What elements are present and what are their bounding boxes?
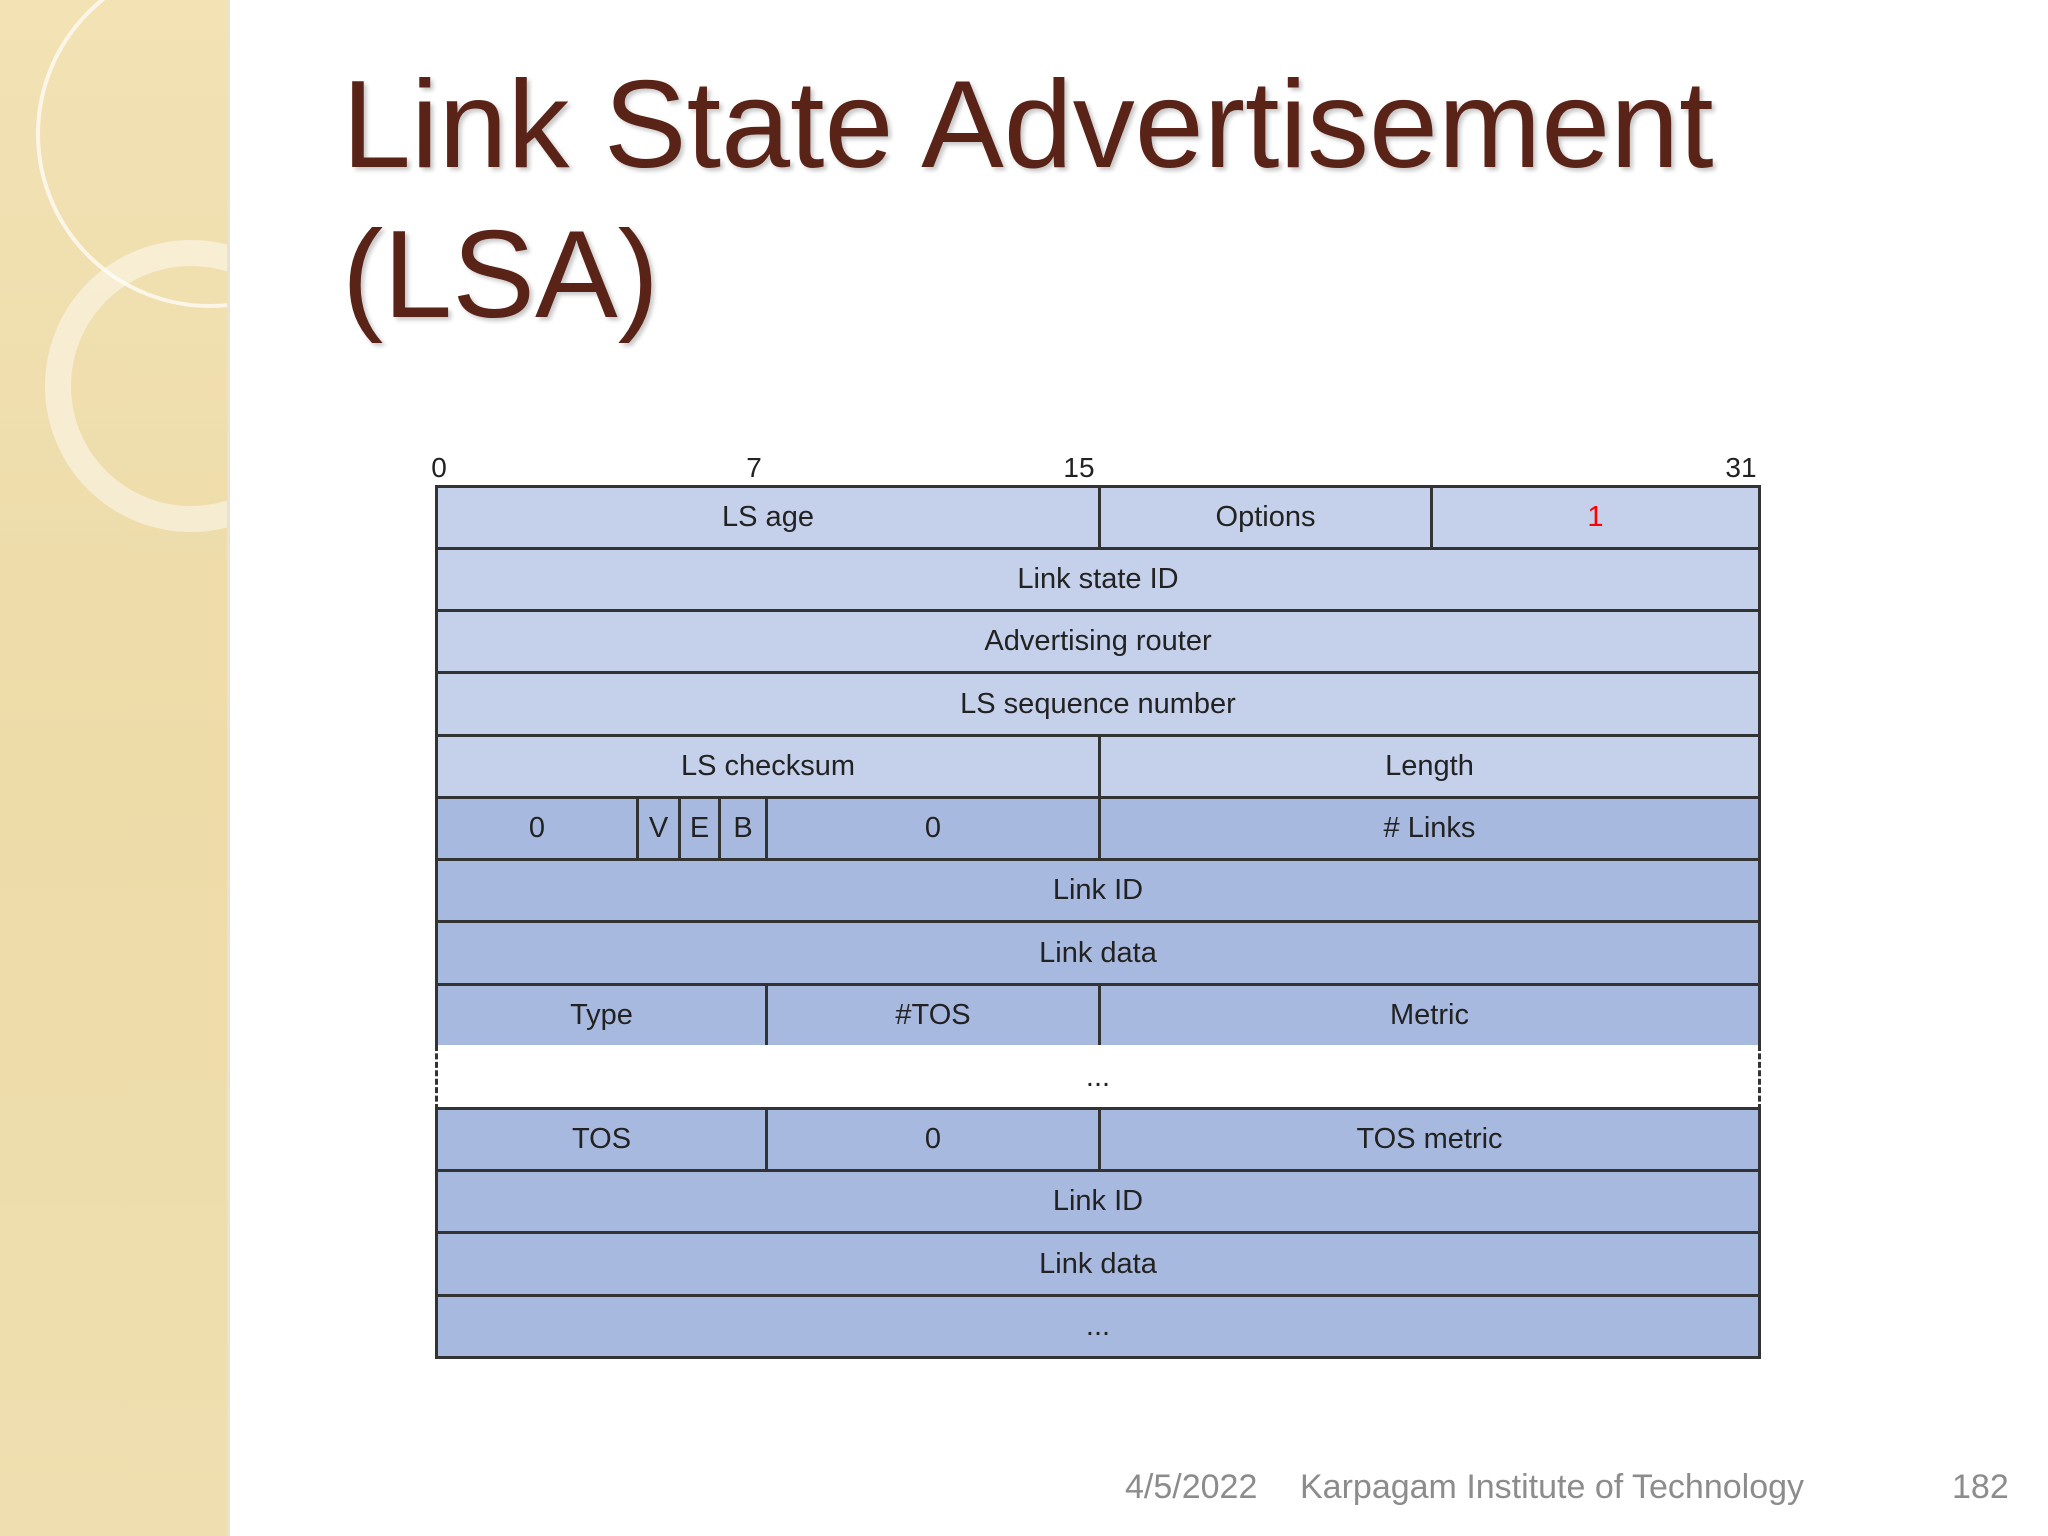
footer-page-number: 182	[1952, 1468, 2009, 1506]
bit-label-15: 15	[1063, 452, 1095, 483]
field-link-data-2: Link data	[435, 1231, 1761, 1297]
field-advertising-router: Advertising router	[435, 609, 1761, 674]
decorative-ring-thick	[45, 240, 227, 532]
decorative-sidebar	[0, 0, 227, 1536]
field-type: Type	[435, 983, 768, 1048]
field-link-data: Link data	[435, 920, 1761, 986]
field-zero-reserved-c: 0	[765, 1107, 1101, 1172]
bit-label-7: 7	[746, 452, 762, 483]
sidebar-divider	[227, 0, 230, 1536]
field-ls-checksum: LS checksum	[435, 734, 1101, 799]
field-zero-reserved-b: 0	[765, 796, 1101, 861]
field-ls-age: LS age	[435, 485, 1101, 550]
field-ellipsis-end: ...	[435, 1294, 1761, 1359]
field-flag-e: E	[678, 796, 721, 861]
field-zero-reserved-a: 0	[435, 796, 639, 861]
field-num-links: # Links	[1098, 796, 1761, 861]
field-ls-sequence-number: LS sequence number	[435, 671, 1761, 737]
bit-label-0: 0	[431, 452, 447, 483]
field-ls-type: 1	[1430, 485, 1761, 550]
footer-institution: Karpagam Institute of Technology	[1300, 1468, 1805, 1506]
lsa-packet-diagram	[435, 485, 1761, 1359]
field-tos-metric: TOS metric	[1098, 1107, 1761, 1172]
field-flag-v: V	[636, 796, 681, 861]
field-ellipsis-gap: ...	[435, 1045, 1761, 1110]
field-metric: Metric	[1098, 983, 1761, 1048]
field-link-state-id: Link state ID	[435, 547, 1761, 612]
field-options: Options	[1098, 485, 1433, 550]
field-link-id: Link ID	[435, 858, 1761, 923]
field-tos: TOS	[435, 1107, 768, 1172]
bit-label-31: 31	[1725, 452, 1757, 483]
slide-title: Link State Advertisement (LSA)	[342, 56, 1714, 344]
field-num-tos: #TOS	[765, 983, 1101, 1048]
field-link-id-2: Link ID	[435, 1169, 1761, 1234]
footer-date: 4/5/2022	[1125, 1468, 1258, 1506]
field-length: Length	[1098, 734, 1761, 799]
field-flag-b: B	[718, 796, 768, 861]
